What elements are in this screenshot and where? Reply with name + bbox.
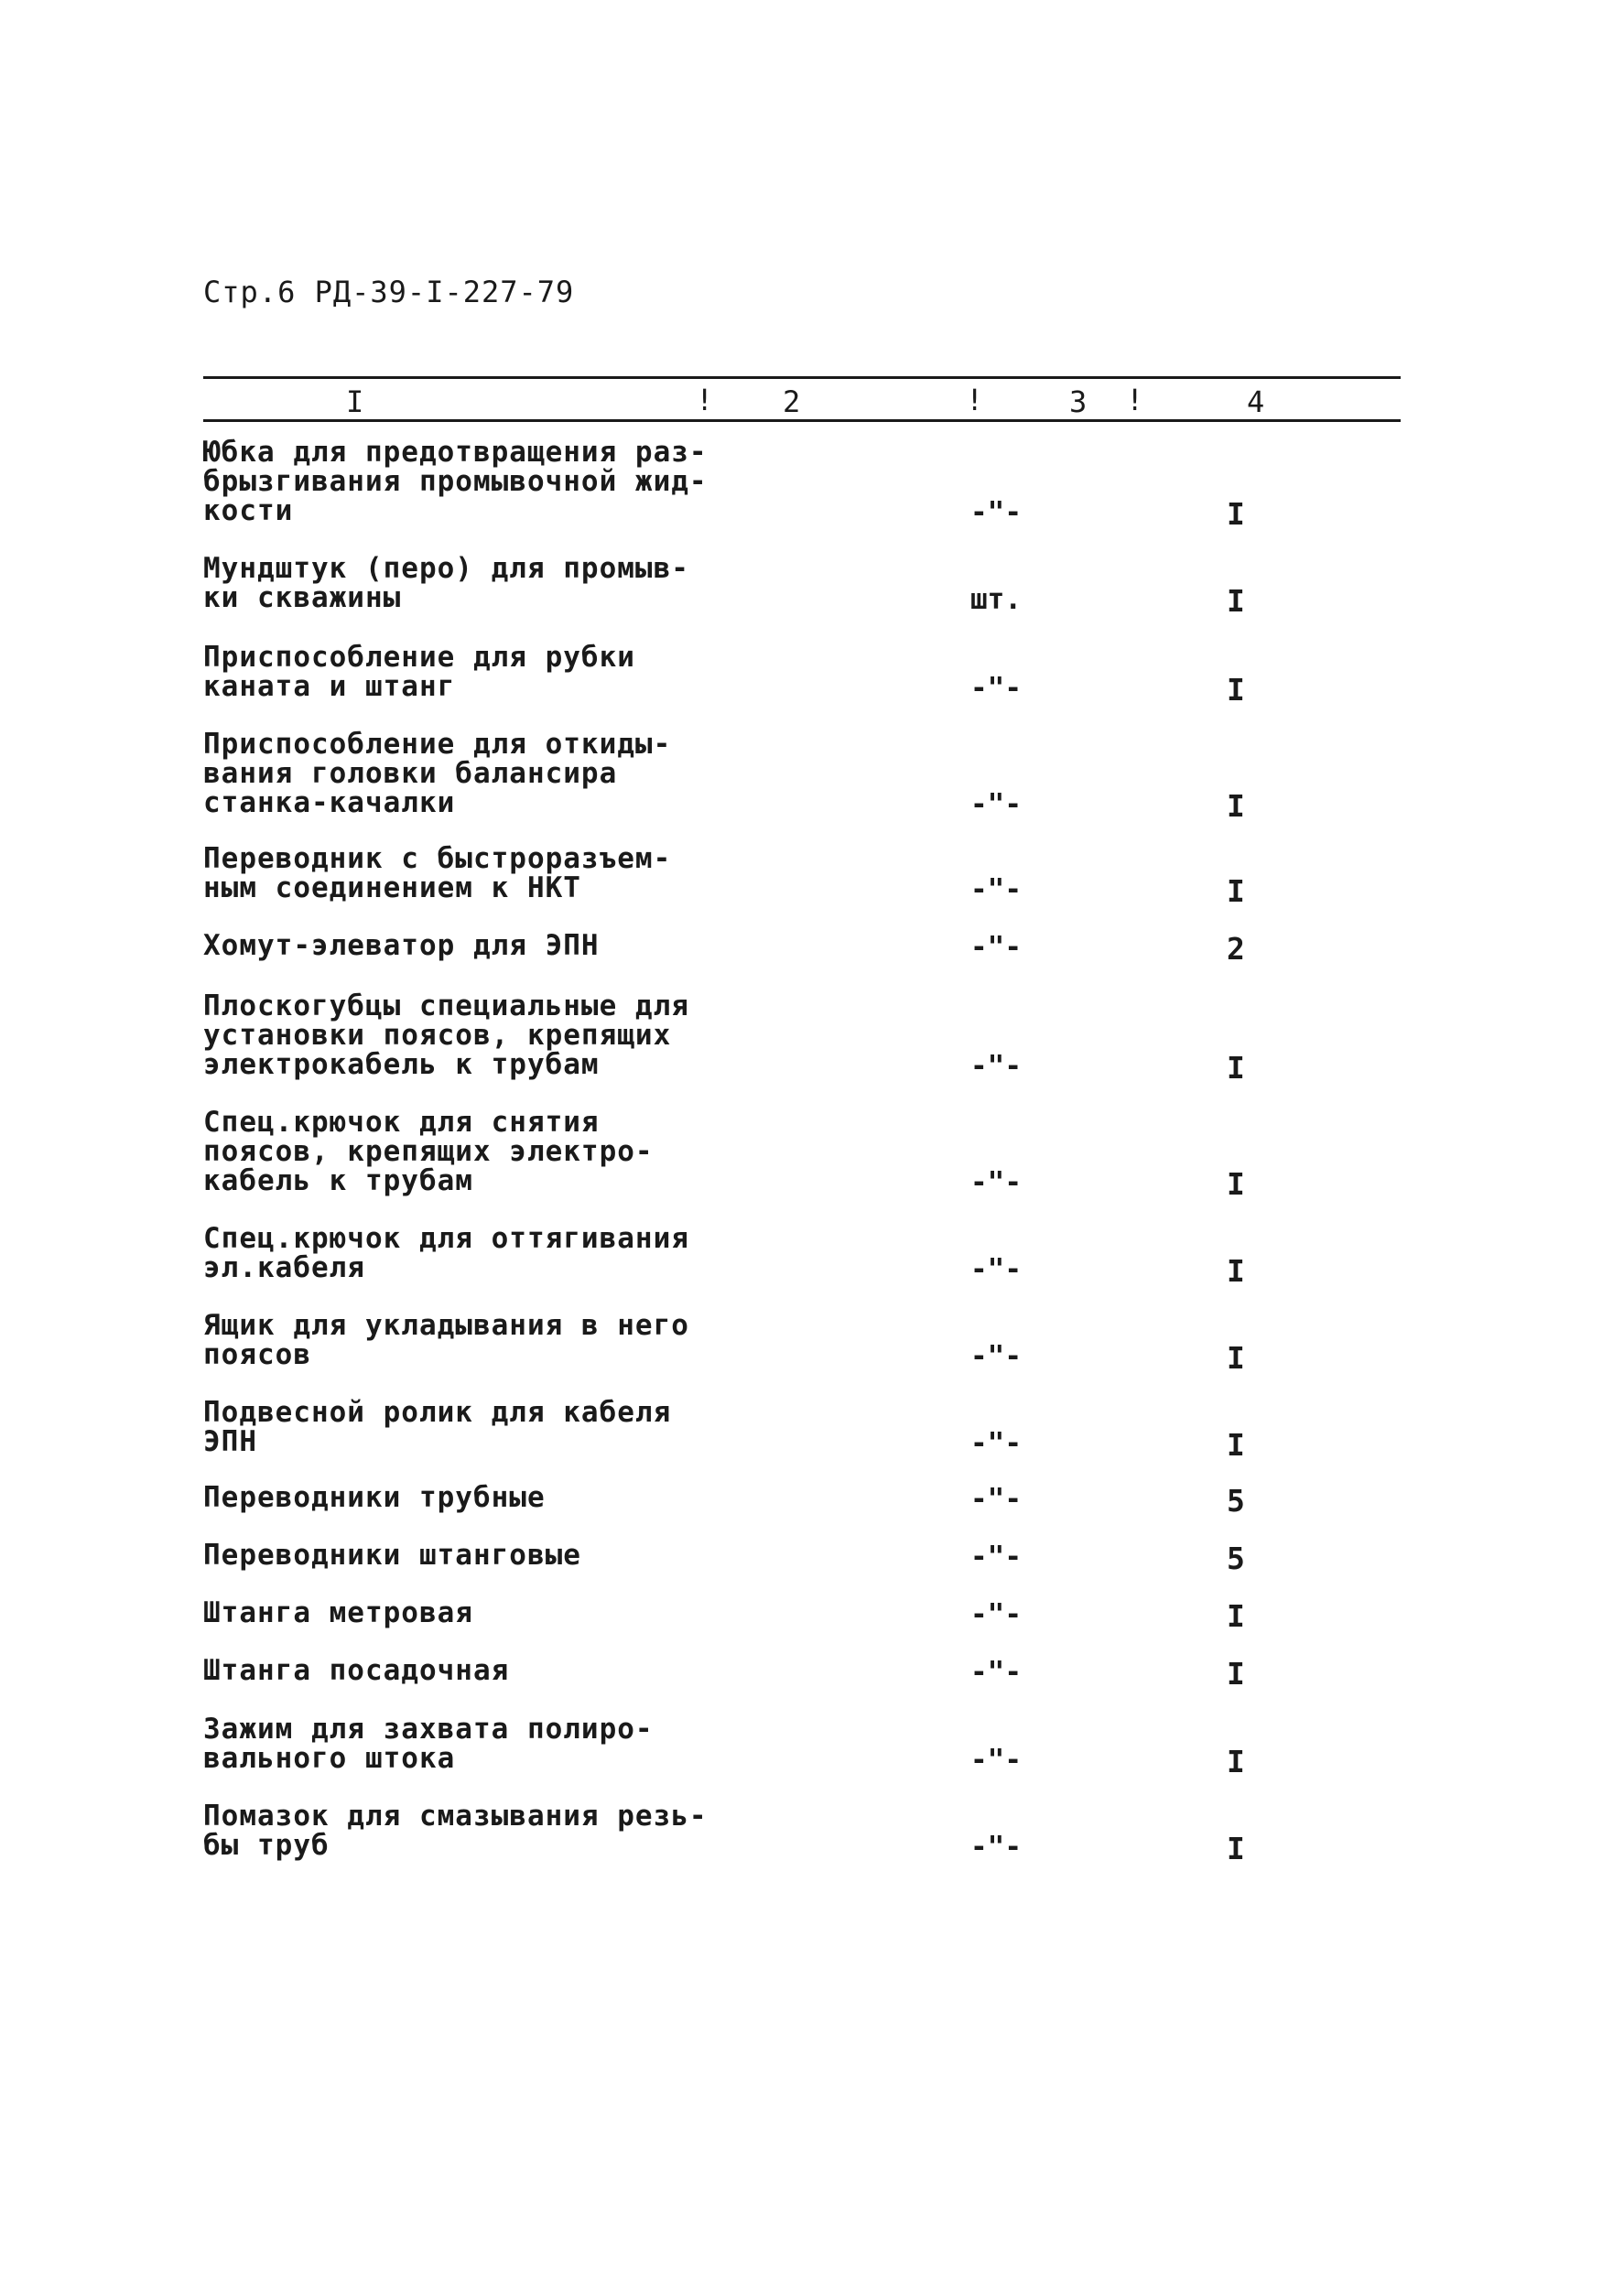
item-quantity: 2 [1227, 931, 1245, 967]
item-unit: -"- [970, 1656, 1022, 1689]
column-header-2: 2 [783, 384, 801, 419]
item-name: Подвесной ролик для кабеля ЭПН [203, 1396, 672, 1458]
item-name: Хомут-элеватор для ЭПН [203, 929, 600, 962]
item-name: Переводники штанговые [203, 1539, 581, 1572]
item-unit: -"- [970, 1541, 1022, 1573]
item-unit: -"- [970, 873, 1022, 906]
item-unit: -"- [970, 1427, 1022, 1460]
item-name: Переводники трубные [203, 1481, 546, 1514]
item-quantity: I [1227, 1340, 1245, 1376]
column-header-3: 3 [1069, 384, 1088, 419]
item-name: Приспособление для откиды- вания головки балансира станка-качалки [203, 728, 672, 819]
item-name: Штанга посадочная [203, 1654, 510, 1687]
table-top-rule [203, 376, 1401, 379]
item-quantity: I [1227, 583, 1245, 619]
table-header-rule [203, 419, 1401, 422]
item-name: Зажим для захвата полиро- вального штока [203, 1713, 654, 1775]
item-quantity: 5 [1227, 1541, 1245, 1576]
item-name: Юбка для предотвращения раз- брызгивания промывочной жид- кости [203, 436, 708, 527]
item-quantity: I [1227, 672, 1245, 708]
item-quantity: I [1227, 1166, 1245, 1202]
item-quantity: I [1227, 1656, 1245, 1692]
item-quantity: I [1227, 1598, 1245, 1634]
item-name: Приспособление для рубки каната и штанг [203, 641, 635, 703]
item-unit: шт. [970, 583, 1022, 616]
item-name: Ящик для укладывания в него поясов [203, 1309, 689, 1371]
page-header: Стр.6 РД-39-I-227-79 [203, 275, 575, 309]
item-unit: -"- [970, 1598, 1022, 1631]
item-name: Мундштук (перо) для промыв- ки скважины [203, 552, 689, 614]
item-unit: -"- [970, 672, 1022, 705]
item-name: Штанга метровая [203, 1596, 473, 1629]
item-quantity: I [1227, 1744, 1245, 1779]
item-quantity: I [1227, 873, 1245, 909]
item-unit: -"- [970, 1483, 1022, 1516]
item-name: Плоскогубцы специальные для установки поясов, крепящих электрокабель к трубам [203, 990, 689, 1081]
item-unit: -"- [970, 931, 1022, 964]
column-separator: ! [966, 383, 984, 417]
item-unit: -"- [970, 1166, 1022, 1199]
item-unit: -"- [970, 1340, 1022, 1373]
column-header-4: 4 [1247, 384, 1265, 419]
item-name: Спец.крючок для снятия поясов, крепящих электро- кабель к трубам [203, 1106, 654, 1197]
item-name: Переводник с быстроразъем- ным соединением к НКТ [203, 842, 672, 904]
column-separator: ! [1126, 383, 1144, 417]
item-quantity: I [1227, 1253, 1245, 1289]
item-name: Помазок для смазывания резь- бы труб [203, 1800, 708, 1862]
item-name: Спец.крючок для оттягивания эл.кабеля [203, 1222, 689, 1284]
column-separator: ! [696, 383, 714, 417]
item-quantity: I [1227, 1831, 1245, 1866]
item-quantity: 5 [1227, 1483, 1245, 1519]
item-unit: -"- [970, 496, 1022, 529]
item-unit: -"- [970, 1050, 1022, 1083]
item-quantity: I [1227, 1427, 1245, 1463]
item-unit: -"- [970, 1831, 1022, 1864]
column-header-1: I [346, 384, 364, 419]
item-quantity: I [1227, 788, 1245, 824]
item-quantity: I [1227, 496, 1245, 532]
item-unit: -"- [970, 1253, 1022, 1286]
item-unit: -"- [970, 788, 1022, 821]
item-unit: -"- [970, 1744, 1022, 1777]
item-quantity: I [1227, 1050, 1245, 1086]
